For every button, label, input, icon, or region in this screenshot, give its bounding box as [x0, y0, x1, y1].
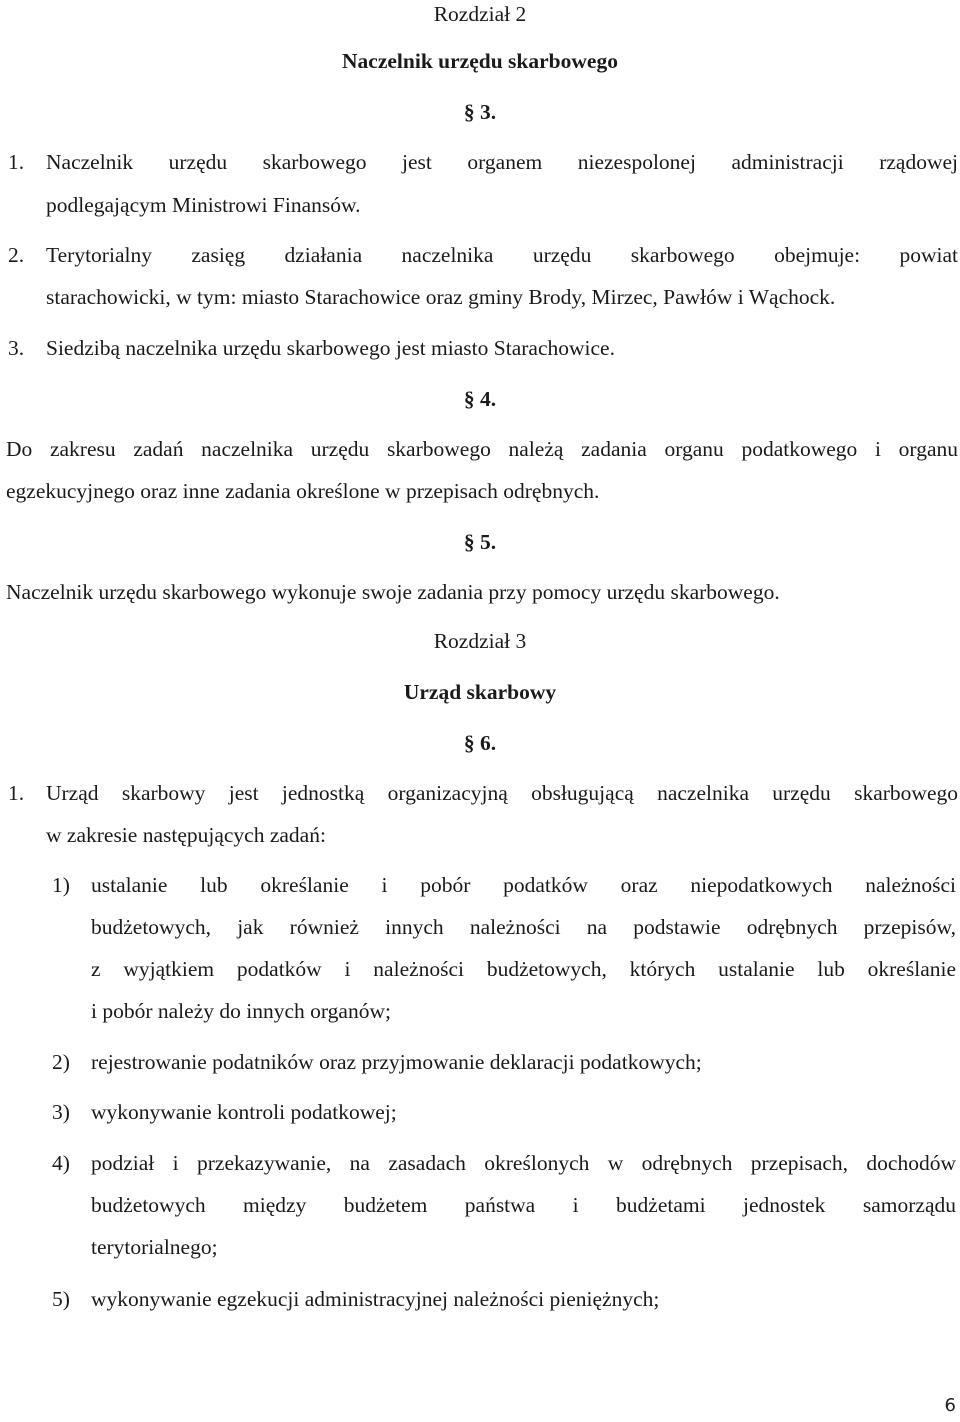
list-item-number: 2) [52, 1050, 70, 1074]
list-item-line: wykonywanie egzekucji administracyjnej należności pieniężnych; [91, 1287, 660, 1311]
section-4-heading: § 4. [463, 387, 497, 411]
list-item-number: 3) [52, 1100, 70, 1124]
list-item-line: ustalanie lub określanie i pobór podatków oraz niepodatkowych należności [91, 873, 956, 897]
chapter-2-label: Rozdział 2 [433, 2, 527, 26]
paragraph-number: 1. [8, 781, 25, 805]
chapter-3-label: Rozdział 3 [433, 629, 527, 653]
section-3-p1-line2: podlegającym Ministrowi Finansów. [46, 193, 361, 217]
list-item-line: wykonywanie kontroli podatkowej; [91, 1100, 397, 1124]
list-item-number: 5) [52, 1287, 70, 1311]
section-6-p1-line1: Urząd skarbowy jest jednostką organizacyjną obsługującą naczelnika urzędu skarbowego [46, 781, 958, 805]
paragraph-number: 3. [8, 336, 25, 360]
list-item-line: rejestrowanie podatników oraz przyjmowanie deklaracji podatkowych; [91, 1050, 702, 1074]
section-6-p1-line2: w zakresie następujących zadań: [46, 823, 326, 847]
section-3-p3-line1: Siedzibą naczelnika urzędu skarbowego jest miasto Starachowice. [46, 336, 615, 360]
list-item-line: budżetowych między budżetem państwa i budżetami jednostek samorządu [91, 1193, 956, 1217]
section-3-p1-line1: Naczelnik urzędu skarbowego jest organem niezespolonej administracji rządowej [46, 150, 958, 174]
list-item-line: terytorialnego; [91, 1235, 218, 1259]
page-number: 6 [944, 1395, 956, 1416]
section-4-line2: egzekucyjnego oraz inne zadania określone w przepisach odrębnych. [6, 479, 600, 503]
paragraph-number: 1. [8, 150, 25, 174]
chapter-3-title: Urząd skarbowy [403, 680, 557, 704]
section-6-heading: § 6. [463, 731, 497, 755]
list-item-line: i pobór należy do innych organów; [91, 999, 391, 1023]
chapter-2-title: Naczelnik urzędu skarbowego [342, 49, 618, 73]
list-item-number: 4) [52, 1151, 70, 1175]
section-3-p2-line1: Terytorialny zasięg działania naczelnika urzędu skarbowego obejmuje: powiat [46, 243, 958, 267]
paragraph-number: 2. [8, 243, 25, 267]
section-5-line1: Naczelnik urzędu skarbowego wykonuje swoje zadania przy pomocy urzędu skarbowego. [6, 580, 780, 604]
list-item-line: podział i przekazywanie, na zasadach określonych w odrębnych przepisach, dochodów [91, 1151, 956, 1175]
section-3-heading: § 3. [463, 100, 497, 124]
section-5-heading: § 5. [463, 530, 497, 554]
list-item-line: budżetowych, jak również innych należności na podstawie odrębnych przepisów, [91, 915, 956, 939]
list-item-line: z wyjątkiem podatków i należności budżetowych, których ustalanie lub określanie [91, 957, 956, 981]
section-4-line1: Do zakresu zadań naczelnika urzędu skarbowego należą zadania organu podatkowego i organu [6, 437, 958, 461]
list-item-number: 1) [52, 873, 70, 897]
section-3-p2-line2: starachowicki, w tym: miasto Starachowice oraz gminy Brody, Mirzec, Pawłów i Wąchock. [46, 285, 836, 309]
